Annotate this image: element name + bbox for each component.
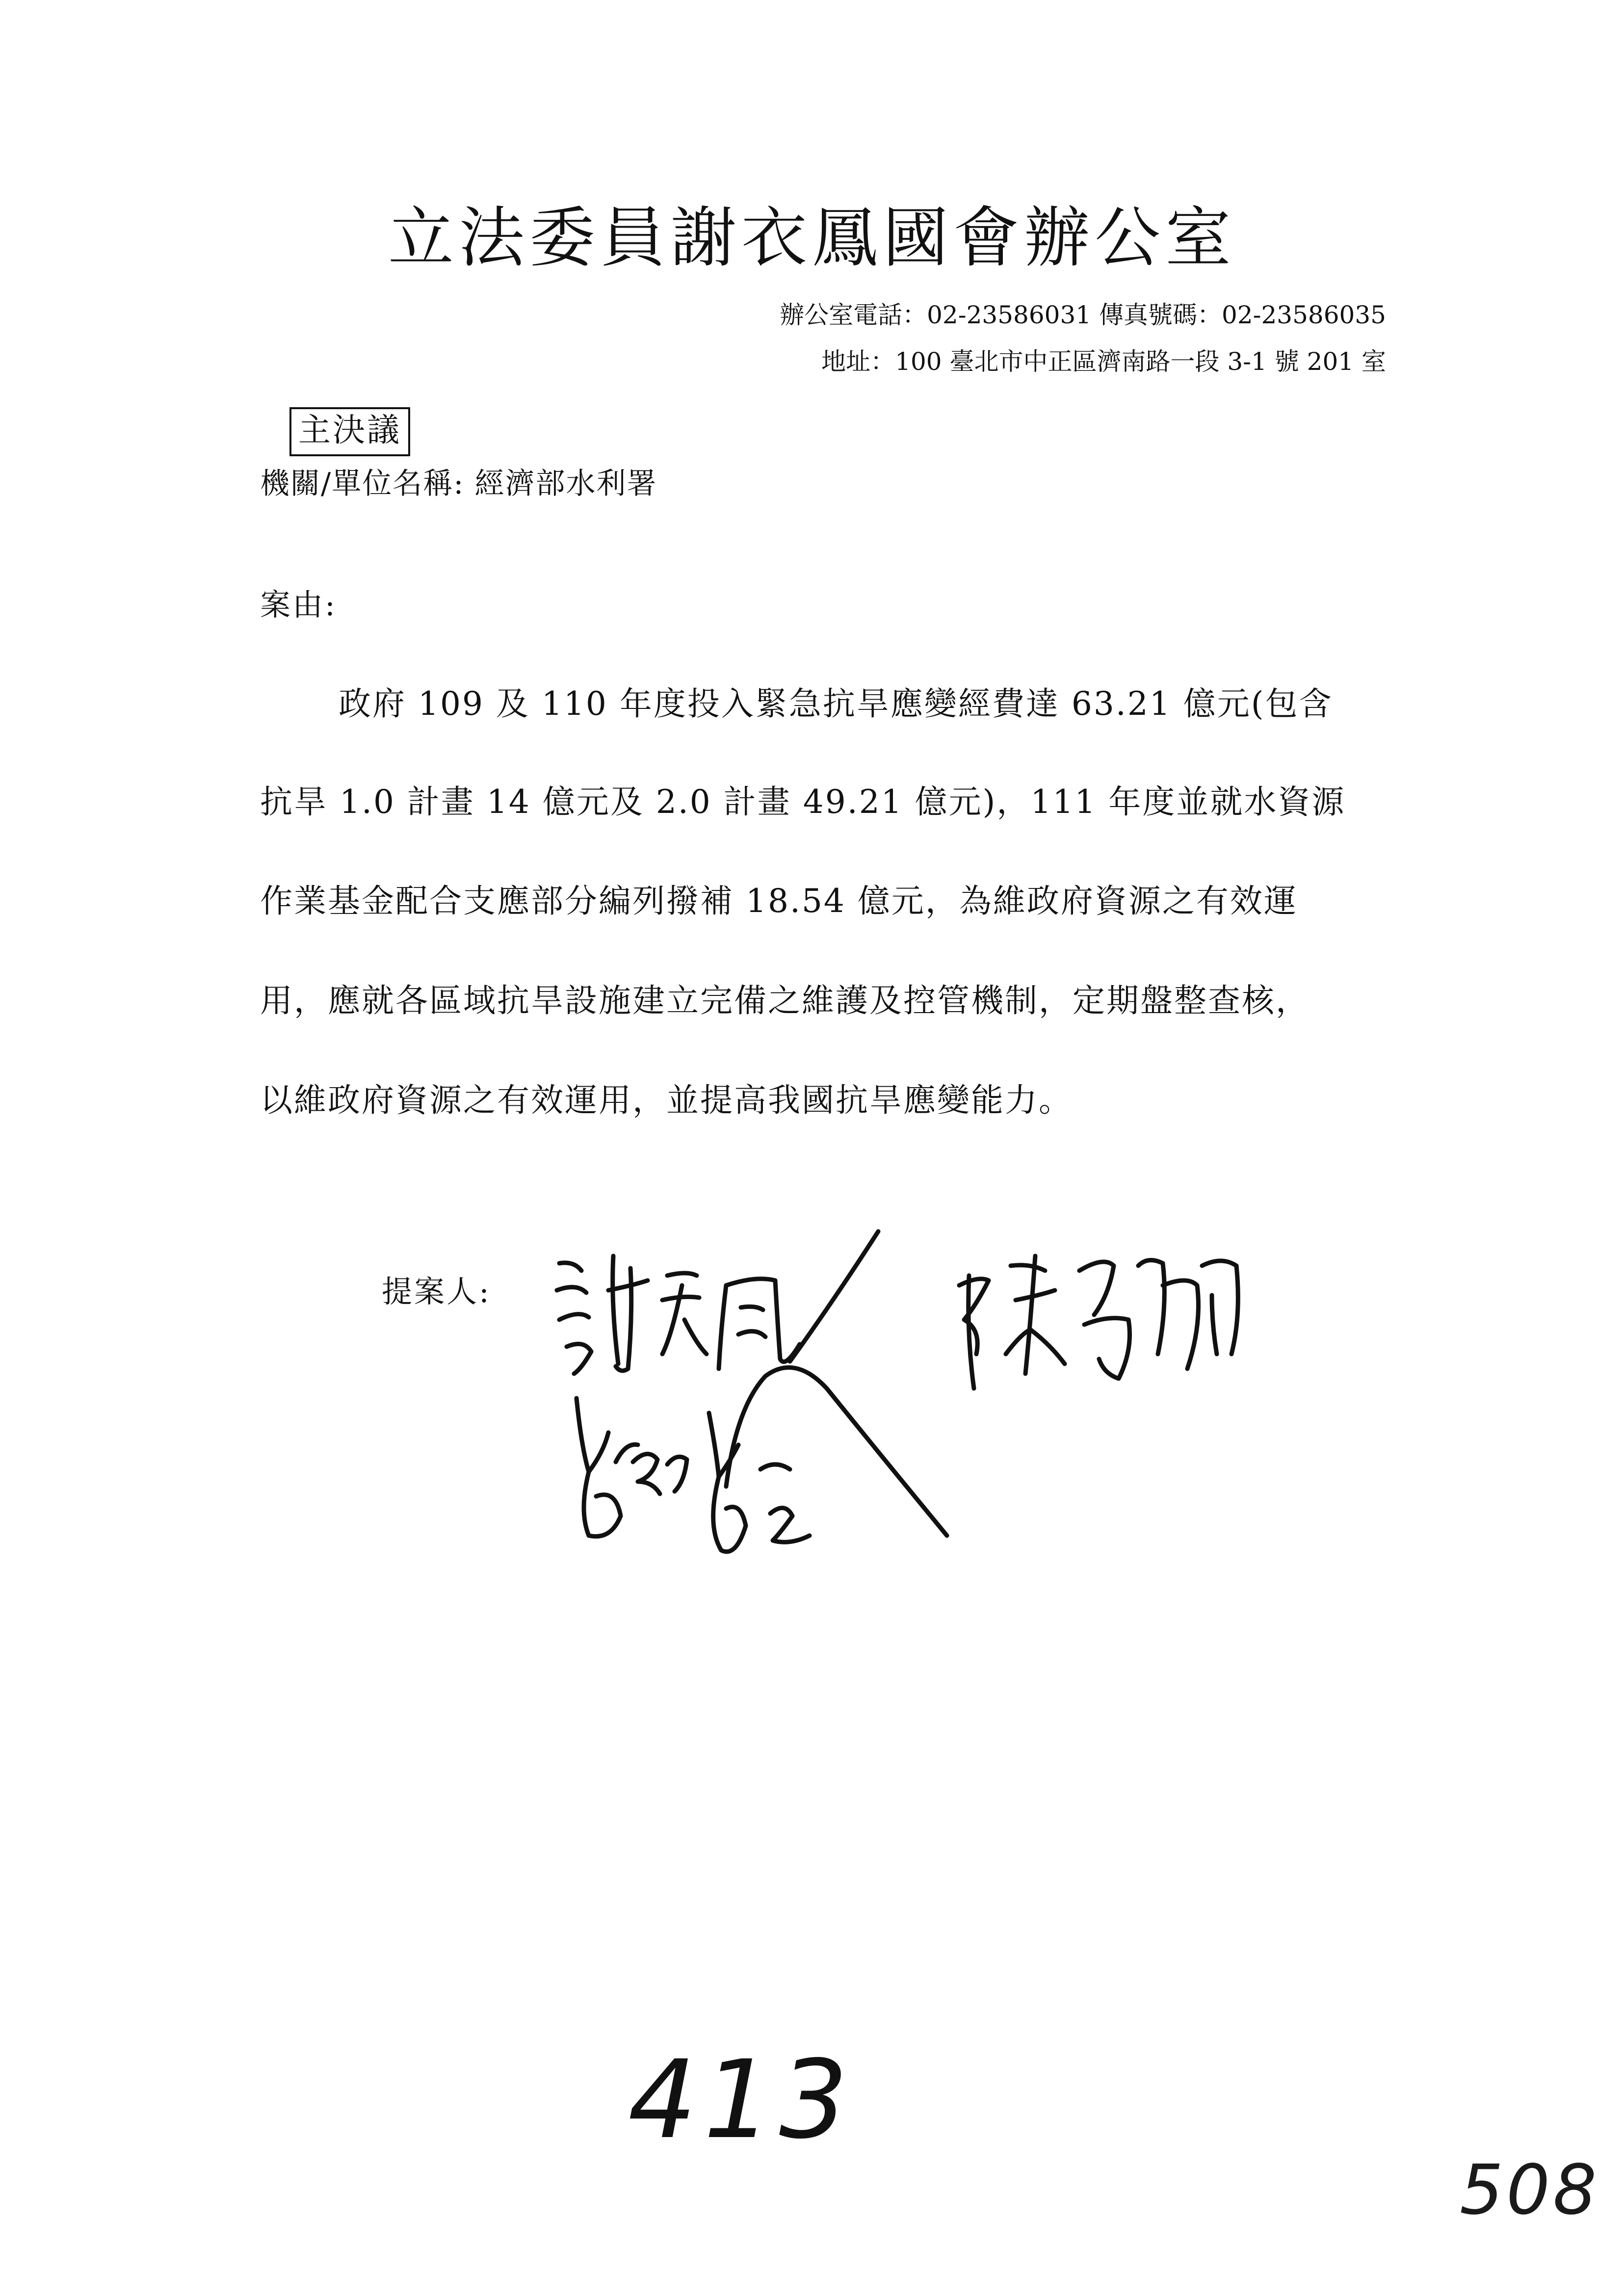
reason-line: 用，應就各區域抗旱設施建立完備之維護及控管機制，定期盤整查核， [260, 982, 1310, 1019]
office-phone-fax: 辦公室電話：02-23586031 傳真號碼：02-23586035 [780, 301, 1386, 329]
office-title: 立法委員謝衣鳳國會辦公室 [388, 200, 1236, 276]
resolution-type-box: 主決議 [289, 407, 410, 456]
agency-name: 機關/單位名稱: 經濟部水利署 [260, 467, 657, 501]
page-number-corner: 508 [1460, 2150, 1600, 2230]
reason-line: 以維政府資源之有效運用，並提高我國抗旱應變能力。 [260, 1081, 1073, 1119]
signature-2 [959, 1256, 1238, 1388]
signature-1 [557, 1231, 878, 1374]
page-number-main: 413 [628, 2037, 855, 2163]
reason-line: 政府 109 及 110 年度投入緊急抗旱應變經費達 63.21 億元(包含 [339, 685, 1333, 723]
signature-3 [576, 1367, 947, 1551]
reason-line: 作業基金配合支應部分編列撥補 18.54 億元，為維政府資源之有效運 [260, 882, 1298, 920]
proposer-label: 提案人: [382, 1274, 491, 1309]
office-address: 地址：100 臺北市中正區濟南路一段 3-1 號 201 室 [821, 347, 1386, 376]
reason-line: 抗旱 1.0 計畫 14 億元及 2.0 計畫 49.21 億元)，111 年度並就水資源 [260, 783, 1346, 821]
reason-label: 案由: [260, 587, 337, 623]
